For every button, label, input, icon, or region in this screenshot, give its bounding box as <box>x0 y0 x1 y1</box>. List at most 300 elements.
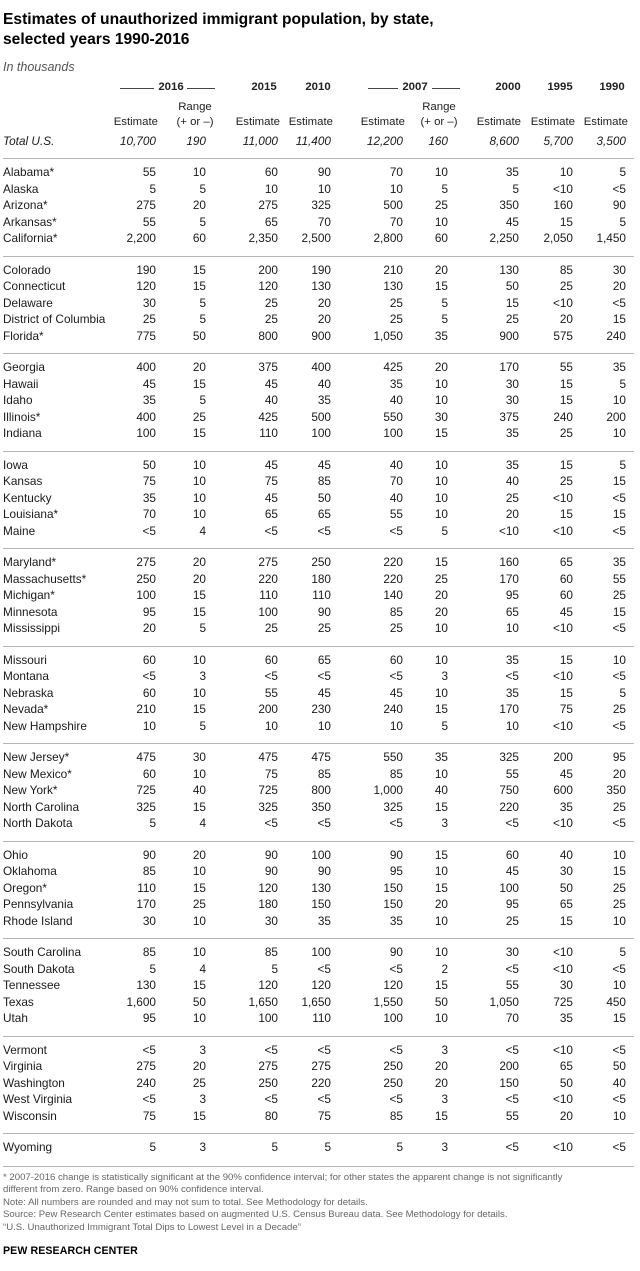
cell-2016-estimate: 30 <box>142 913 156 928</box>
group-divider <box>3 158 634 159</box>
cell-1995-estimate: 50 <box>559 880 573 895</box>
state-name: Tennessee <box>3 978 61 992</box>
cell-2016-range: 4 <box>199 961 206 976</box>
cell-2000-estimate: 220 <box>499 799 519 814</box>
cell-2007-estimate: 210 <box>383 262 403 277</box>
cell-2016-estimate: 90 <box>142 847 156 862</box>
table-row <box>0 181 640 198</box>
cell-2007-estimate: 70 <box>389 474 403 488</box>
cell-2007-estimate: <5 <box>389 523 403 538</box>
cell-2010-estimate: 110 <box>312 1011 331 1025</box>
cell-2016-estimate: 5 <box>149 181 156 196</box>
cell-1990-estimate: <5 <box>612 1042 626 1057</box>
cell-2015-estimate: 1,650 <box>248 994 278 1009</box>
cell-2000-estimate: 170 <box>499 702 519 716</box>
header-2007: 2007 <box>402 81 428 93</box>
cell-2015-estimate: 220 <box>258 571 278 586</box>
cell-2007-range: 3 <box>441 816 448 830</box>
cell-1990-estimate: 15 <box>612 604 626 619</box>
cell-2015-estimate: 725 <box>258 783 278 797</box>
cell-2015-estimate: 250 <box>258 1075 278 1090</box>
cell-2007-estimate: 70 <box>389 165 403 179</box>
table-row <box>0 701 640 718</box>
header-1990: 1990 <box>599 81 625 93</box>
cell-2016-range: 60 <box>192 231 206 245</box>
cell-2015-estimate: 200 <box>258 262 278 277</box>
cell-2007-estimate: 240 <box>383 702 403 716</box>
state-name: Oklahoma <box>3 864 57 878</box>
cell-2007-estimate: 130 <box>383 279 403 293</box>
header-2016: 2016 <box>158 81 184 93</box>
cell-1990-estimate: 200 <box>606 409 626 424</box>
cell-2016-range: 10 <box>192 864 206 878</box>
table-row <box>0 490 640 507</box>
cell-2015-estimate: 10 <box>264 718 278 733</box>
cell-2000-estimate: 375 <box>499 409 519 424</box>
cell-2015-estimate: <5 <box>264 1042 278 1057</box>
cell-2007-estimate: 60 <box>389 652 403 667</box>
cell-2000-estimate: 35 <box>505 426 519 440</box>
table-row <box>0 749 640 766</box>
cell-2015-estimate: 120 <box>258 279 278 293</box>
cell-2010-estimate: <5 <box>317 669 331 683</box>
table-row <box>0 1091 640 1108</box>
cell-1995-estimate: <10 <box>552 490 573 505</box>
cell-2010-estimate: 35 <box>317 913 331 928</box>
cell-2000-estimate: <5 <box>505 1042 519 1057</box>
cell-2010-estimate: 100 <box>311 847 331 862</box>
dash-2016-right <box>187 88 215 89</box>
cell-2015-estimate: 375 <box>258 360 278 374</box>
group-divider <box>3 938 634 939</box>
cell-2016-estimate: 70 <box>142 507 156 521</box>
cell-2007-estimate: 140 <box>383 588 403 602</box>
cell-2007-range: 10 <box>434 165 448 179</box>
cell-2007-estimate: <5 <box>389 669 403 683</box>
cell-1995-estimate: 25 <box>559 279 573 293</box>
table-row <box>0 1108 640 1125</box>
cell-2015-estimate: 275 <box>258 555 278 569</box>
state-name: Utah <box>3 1011 28 1025</box>
cell-1990-estimate: 5 <box>619 214 626 229</box>
cell-2007-range: 10 <box>434 685 448 700</box>
group-divider <box>3 841 634 842</box>
cell-2016-estimate: 325 <box>136 799 156 814</box>
cell-1990-estimate: <5 <box>612 621 626 635</box>
cell-2016-range: 15 <box>192 1108 206 1123</box>
cell-2010-estimate: 350 <box>311 799 331 814</box>
cell-2000-estimate: <5 <box>505 961 519 976</box>
cell-2007-range: 10 <box>434 913 448 928</box>
cell-2016-estimate: 275 <box>136 1059 156 1073</box>
cell-1995-estimate: <10 <box>552 1140 573 1154</box>
cell-2016-range: 15 <box>192 262 206 277</box>
state-name: Massachusetts* <box>3 571 87 586</box>
cell-1995-estimate: 35 <box>559 799 573 814</box>
cell-2010-estimate: <5 <box>317 961 331 976</box>
cell-2010-estimate: 900 <box>311 328 331 343</box>
cell-2016-range: 10 <box>192 685 206 700</box>
state-name: Total U.S. <box>3 134 55 148</box>
cell-2010-estimate: 800 <box>311 783 331 797</box>
cell-2010-estimate: 150 <box>311 897 331 911</box>
cell-2007-estimate: 250 <box>383 1075 403 1090</box>
state-name: Alaska <box>3 181 39 196</box>
cell-2000-estimate: <5 <box>505 1140 519 1154</box>
header-2015: 2015 <box>251 81 277 93</box>
cell-2016-range: 10 <box>192 652 206 667</box>
cell-2000-estimate: 130 <box>499 262 519 277</box>
cell-2015-estimate: 45 <box>264 376 278 391</box>
cell-2010-estimate: 90 <box>317 864 331 878</box>
footnote-5: “U.S. Unauthorized Immigrant Total Dips to Lowest Level in a Decade” <box>3 1221 301 1233</box>
cell-1995-estimate: <10 <box>552 181 573 196</box>
cell-2015-estimate: 110 <box>259 426 278 440</box>
cell-2015-estimate: <5 <box>264 816 278 830</box>
header-2015-estimate: Estimate <box>235 116 280 128</box>
cell-2000-estimate: 60 <box>505 847 519 862</box>
cell-1995-estimate: <10 <box>552 669 573 683</box>
table-row <box>0 718 640 735</box>
state-name: New Mexico* <box>3 766 72 781</box>
cell-2015-estimate: <5 <box>264 1092 278 1106</box>
cell-1990-estimate: 25 <box>612 588 626 602</box>
cell-2010-estimate: 325 <box>311 198 331 212</box>
cell-2007-range: 160 <box>428 134 448 148</box>
cell-2010-estimate: 500 <box>311 409 331 424</box>
cell-2015-estimate: 45 <box>264 490 278 505</box>
table-row <box>0 554 640 571</box>
cell-2016-estimate: 25 <box>142 312 156 326</box>
cell-2016-estimate: 20 <box>142 621 156 635</box>
cell-1995-estimate: 240 <box>553 409 573 424</box>
cell-2010-estimate: 35 <box>317 393 331 407</box>
cell-2007-range: 5 <box>441 523 448 538</box>
cell-2015-estimate: 275 <box>258 1059 278 1073</box>
cell-1995-estimate: 15 <box>559 214 573 229</box>
cell-2007-estimate: 45 <box>389 685 403 700</box>
cell-2007-estimate: 12,200 <box>366 134 403 148</box>
cell-1995-estimate: 575 <box>553 328 573 343</box>
cell-2015-estimate: 120 <box>258 978 278 992</box>
cell-1990-estimate: 5 <box>619 457 626 472</box>
cell-2007-range: 10 <box>434 652 448 667</box>
cell-2016-estimate: 100 <box>136 588 156 602</box>
cell-2015-estimate: 80 <box>264 1108 278 1123</box>
cell-2007-estimate: 325 <box>383 799 403 814</box>
cell-1990-estimate: <5 <box>612 718 626 733</box>
cell-2000-estimate: 8,600 <box>489 134 519 148</box>
table-row <box>0 214 640 231</box>
state-name: Kansas <box>3 474 43 488</box>
cell-2015-estimate: 45 <box>264 457 278 472</box>
cell-2015-estimate: 110 <box>259 588 278 602</box>
cell-2010-estimate: 400 <box>311 360 331 374</box>
cell-2007-estimate: 55 <box>389 507 403 521</box>
cell-2016-range: 10 <box>192 507 206 521</box>
cell-2010-estimate: 190 <box>311 262 331 277</box>
cell-2015-estimate: 90 <box>264 864 278 878</box>
cell-2010-estimate: 20 <box>317 312 331 326</box>
cell-2000-estimate: <10 <box>498 523 519 538</box>
cell-2015-estimate: 90 <box>264 847 278 862</box>
state-name: Illinois* <box>3 409 41 424</box>
cell-2016-estimate: 45 <box>142 376 156 391</box>
cell-2016-range: 10 <box>192 1011 206 1025</box>
table-row <box>0 1042 640 1059</box>
cell-1990-estimate: <5 <box>612 816 626 830</box>
table-row <box>0 392 640 409</box>
table-row <box>0 620 640 637</box>
cell-2015-estimate: 25 <box>264 621 278 635</box>
table-row <box>0 311 640 328</box>
cell-2000-estimate: 35 <box>505 165 519 179</box>
cell-2016-estimate: 275 <box>136 198 156 212</box>
cell-2007-estimate: 25 <box>389 312 403 326</box>
cell-2016-estimate: 55 <box>142 165 156 179</box>
cell-2010-estimate: 11,400 <box>295 134 331 148</box>
cell-1995-estimate: 10 <box>559 165 573 179</box>
cell-1995-estimate: <10 <box>552 621 573 635</box>
state-name: Georgia <box>3 360 45 374</box>
cell-2016-estimate: 2,200 <box>126 231 156 245</box>
header-2007-range-line-2: (+ or –) <box>420 116 458 128</box>
cell-2016-range: 4 <box>199 523 206 538</box>
cell-2000-estimate: 40 <box>505 474 519 488</box>
cell-2007-range: 15 <box>434 1108 448 1123</box>
cell-2016-estimate: 5 <box>149 961 156 976</box>
cell-1990-estimate: 30 <box>612 262 626 277</box>
cell-2016-estimate: 130 <box>136 978 156 992</box>
cell-2007-range: 20 <box>434 588 448 602</box>
group-divider <box>3 256 634 257</box>
cell-2000-estimate: 10 <box>505 621 519 635</box>
cell-2010-estimate: 100 <box>311 426 331 440</box>
cell-1990-estimate: 15 <box>612 864 626 878</box>
cell-2007-estimate: <5 <box>389 1042 403 1057</box>
header-1990-estimate: Estimate <box>583 116 628 128</box>
cell-2016-estimate: 475 <box>136 750 156 764</box>
cell-2016-range: 20 <box>192 1059 206 1073</box>
cell-1995-estimate: 85 <box>559 262 573 277</box>
cell-2016-range: 10 <box>192 457 206 472</box>
cell-2007-range: 10 <box>434 621 448 635</box>
cell-1990-estimate: 10 <box>612 393 626 407</box>
cell-1990-estimate: 350 <box>606 783 626 797</box>
cell-2010-estimate: 90 <box>317 165 331 179</box>
cell-2007-range: 10 <box>434 766 448 781</box>
state-name: Virginia <box>3 1059 43 1073</box>
cell-2007-range: 5 <box>441 181 448 196</box>
cell-2007-range: 10 <box>434 474 448 488</box>
cell-2016-estimate: 55 <box>142 214 156 229</box>
cell-2010-estimate: 85 <box>317 474 331 488</box>
cell-2007-range: 20 <box>434 897 448 911</box>
title-line-2: selected years 1990-2016 <box>3 31 190 48</box>
cell-2000-estimate: 160 <box>499 555 519 569</box>
header-2000-estimate: Estimate <box>476 116 521 128</box>
cell-1995-estimate: <10 <box>552 1042 573 1057</box>
cell-2007-range: 40 <box>434 783 448 797</box>
state-name: Kentucky <box>3 490 52 505</box>
state-name: Montana <box>3 669 49 683</box>
cell-2007-range: 15 <box>434 555 448 569</box>
cell-2015-estimate: 100 <box>258 604 278 619</box>
cell-2016-range: 25 <box>192 409 206 424</box>
cell-2007-range: 20 <box>434 262 448 277</box>
cell-2010-estimate: 40 <box>317 376 331 391</box>
cell-2015-estimate: 100 <box>258 1011 278 1025</box>
state-name: Indiana <box>3 426 42 440</box>
header-2016-range-line-2: (+ or –) <box>176 116 214 128</box>
cell-2000-estimate: 15 <box>505 295 519 310</box>
cell-1990-estimate: 20 <box>612 766 626 781</box>
cell-2010-estimate: 65 <box>317 507 331 521</box>
table-row <box>0 425 640 442</box>
table-row <box>0 457 640 474</box>
cell-2016-range: 20 <box>192 571 206 586</box>
cell-2007-estimate: 40 <box>389 457 403 472</box>
total-row <box>0 133 640 150</box>
state-name: South Dakota <box>3 961 75 976</box>
cell-1990-estimate: 25 <box>612 799 626 814</box>
cell-2015-estimate: 30 <box>264 913 278 928</box>
table-row <box>0 1075 640 1092</box>
state-name: Delaware <box>3 295 53 310</box>
cell-1995-estimate: 40 <box>559 847 573 862</box>
cell-2007-estimate: 40 <box>389 490 403 505</box>
cell-2007-range: 25 <box>434 198 448 212</box>
dash-2007-right <box>432 88 460 89</box>
cell-2016-estimate: 190 <box>136 262 156 277</box>
state-name: Minnesota <box>3 604 58 619</box>
header-2010: 2010 <box>305 81 331 93</box>
cell-1995-estimate: 15 <box>559 376 573 391</box>
cell-2016-range: 5 <box>199 718 206 733</box>
table-row <box>0 1010 640 1027</box>
cell-2000-estimate: 170 <box>499 360 519 374</box>
cell-2016-estimate: 240 <box>136 1075 156 1090</box>
cell-1990-estimate: 35 <box>612 360 626 374</box>
cell-2000-estimate: <5 <box>505 669 519 683</box>
table-row <box>0 913 640 930</box>
cell-2007-estimate: 150 <box>383 880 403 895</box>
cell-2016-estimate: 75 <box>142 474 156 488</box>
footnote-4: Source: Pew Research Center estimates based on augmented U.S. Census Bureau data. See Methodology for details. <box>3 1209 508 1221</box>
table-row <box>0 896 640 913</box>
header-2010-estimate: Estimate <box>288 116 333 128</box>
state-name: North Carolina <box>3 799 80 814</box>
table-row <box>0 1058 640 1075</box>
cell-2000-estimate: 35 <box>505 457 519 472</box>
cell-2016-range: 5 <box>199 393 206 407</box>
header-2016-range-line-1: Range <box>178 101 212 113</box>
cell-2007-range: 10 <box>434 457 448 472</box>
cell-1990-estimate: 90 <box>612 198 626 212</box>
cell-1995-estimate: <10 <box>552 816 573 830</box>
cell-2016-range: 10 <box>192 766 206 781</box>
cell-2007-estimate: 40 <box>389 393 403 407</box>
cell-2007-estimate: 1,050 <box>373 328 403 343</box>
cell-2015-estimate: 85 <box>264 945 278 959</box>
cell-2007-range: 15 <box>434 799 448 814</box>
cell-1995-estimate: <10 <box>552 961 573 976</box>
cell-2007-estimate: 220 <box>383 571 403 586</box>
table-row <box>0 994 640 1011</box>
state-name: Oregon* <box>3 880 47 895</box>
state-name: Texas <box>3 994 34 1009</box>
cell-2000-estimate: 20 <box>505 507 519 521</box>
figure-title <box>3 10 623 50</box>
cell-2016-estimate: <5 <box>142 1092 156 1106</box>
cell-2016-estimate: 110 <box>137 880 156 895</box>
cell-2007-range: 2 <box>441 961 448 976</box>
group-divider <box>3 646 634 647</box>
cell-1990-estimate: 35 <box>612 555 626 569</box>
cell-2016-range: 40 <box>192 783 206 797</box>
state-name: Washington <box>3 1075 65 1090</box>
cell-2016-range: 10 <box>192 490 206 505</box>
cell-2016-range: 15 <box>192 279 206 293</box>
table-row <box>0 295 640 312</box>
cell-2007-range: 15 <box>434 847 448 862</box>
cell-1990-estimate: 25 <box>612 702 626 716</box>
cell-2016-estimate: 5 <box>149 816 156 830</box>
footnote-1: * 2007-2016 change is statistically significant at the 90% confidence interval; for other states the apparent change is not significantly <box>3 1172 563 1183</box>
table-row <box>0 766 640 783</box>
cell-2007-range: 15 <box>434 978 448 992</box>
cell-2015-estimate: 65 <box>264 214 278 229</box>
state-name: New York* <box>3 783 58 797</box>
cell-2000-estimate: 2,250 <box>489 231 519 245</box>
cell-2016-estimate: 775 <box>136 328 156 343</box>
cell-2010-estimate: 250 <box>311 555 331 569</box>
cell-2015-estimate: 275 <box>258 198 278 212</box>
cell-2007-range: 5 <box>441 718 448 733</box>
cell-1995-estimate: 2,050 <box>543 231 573 245</box>
cell-2016-range: 20 <box>192 360 206 374</box>
cell-2016-estimate: 85 <box>142 864 156 878</box>
cell-2016-range: 4 <box>199 816 206 830</box>
table-row <box>0 668 640 685</box>
cell-2010-estimate: 25 <box>317 621 331 635</box>
table-row <box>0 604 640 621</box>
cell-1995-estimate: 25 <box>559 426 573 440</box>
cell-2016-range: 3 <box>199 1042 206 1057</box>
cell-2010-estimate: 45 <box>317 457 331 472</box>
group-divider <box>3 548 634 549</box>
state-name: Missouri <box>3 652 47 667</box>
cell-1995-estimate: 50 <box>559 1075 573 1090</box>
state-name: New Hampshire <box>3 718 87 733</box>
cell-2016-range: 3 <box>199 1140 206 1154</box>
cell-2016-estimate: 95 <box>142 604 156 619</box>
cell-2016-range: 3 <box>199 669 206 683</box>
cell-2016-estimate: 95 <box>142 1011 156 1025</box>
cell-2016-estimate: 400 <box>136 409 156 424</box>
cell-2016-estimate: <5 <box>142 523 156 538</box>
cell-2000-estimate: 45 <box>505 864 519 878</box>
cell-1990-estimate: 55 <box>612 571 626 586</box>
cell-2000-estimate: 150 <box>499 1075 519 1090</box>
cell-2015-estimate: 180 <box>258 897 278 911</box>
table-row <box>0 977 640 994</box>
cell-2007-estimate: 100 <box>383 1011 403 1025</box>
brand-label: PEW RESEARCH CENTER <box>3 1245 138 1257</box>
cell-2016-estimate: 60 <box>142 652 156 667</box>
units-subtitle: In thousands <box>3 60 75 74</box>
state-name: Arizona* <box>3 198 48 212</box>
